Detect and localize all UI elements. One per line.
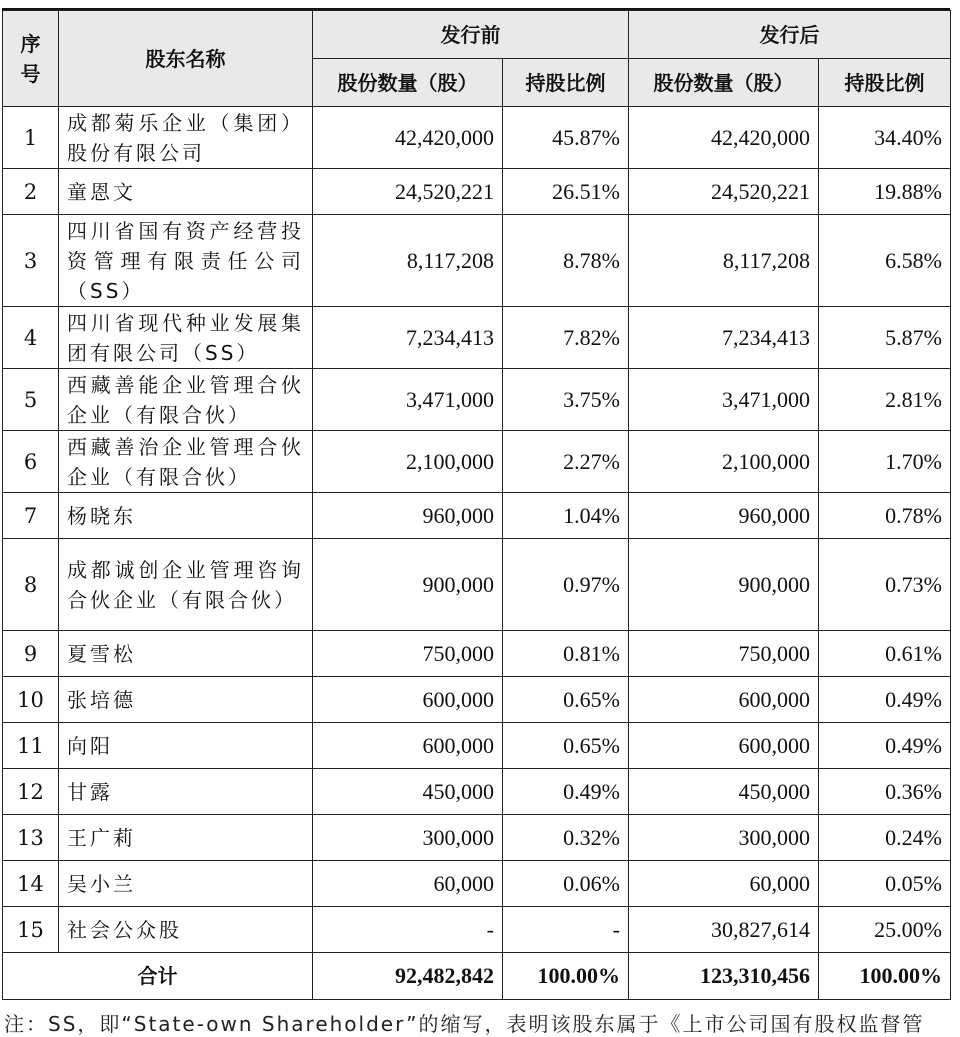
row-name: 甘露: [59, 769, 313, 815]
row-no: 10: [3, 677, 59, 723]
row-before-shares: 600,000: [313, 677, 503, 723]
table-row: [3, 169, 951, 215]
row-after-shares: 300,000: [629, 815, 819, 861]
row-before-ratio: 0.81%: [503, 631, 629, 677]
header-before-ratio: 持股比例: [503, 59, 629, 107]
row-after-shares: 8,117,208: [629, 215, 819, 307]
total-before-ratio: 100.00%: [503, 953, 629, 1000]
row-before-shares: 300,000: [313, 815, 503, 861]
row-after-shares: 600,000: [629, 677, 819, 723]
total-before-shares: 92,482,842: [313, 953, 503, 1000]
row-after-shares: 30,827,614: [629, 907, 819, 953]
row-after-ratio: 0.73%: [819, 539, 951, 631]
row-no: 12: [3, 769, 59, 815]
row-after-ratio: 0.78%: [819, 493, 951, 539]
row-before-ratio: 0.49%: [503, 769, 629, 815]
header-no: 序号: [3, 11, 59, 107]
row-before-ratio: 0.32%: [503, 815, 629, 861]
row-after-ratio: 1.70%: [819, 431, 951, 493]
row-after-shares: 42,420,000: [629, 107, 819, 169]
table-row: [3, 769, 951, 815]
row-after-ratio: 5.87%: [819, 307, 951, 369]
table-row: [3, 815, 951, 861]
row-before-shares: -: [313, 907, 503, 953]
row-before-shares: 60,000: [313, 861, 503, 907]
row-before-ratio: 2.27%: [503, 431, 629, 493]
table-row: [3, 369, 951, 431]
row-name: 西藏善能企业管理合伙企业（有限合伙）: [59, 369, 313, 431]
table-row: [3, 107, 951, 169]
row-name: 吴小兰: [59, 861, 313, 907]
row-before-shares: 750,000: [313, 631, 503, 677]
row-before-shares: 3,471,000: [313, 369, 503, 431]
row-name: 张培德: [59, 677, 313, 723]
row-no: 2: [3, 169, 59, 215]
row-before-ratio: 0.65%: [503, 723, 629, 769]
row-name: 杨晓东: [59, 493, 313, 539]
row-no: 9: [3, 631, 59, 677]
table-row: [3, 723, 951, 769]
row-no: 3: [3, 215, 59, 307]
shareholder-table: [2, 10, 951, 1000]
row-after-shares: 24,520,221: [629, 169, 819, 215]
row-after-shares: 450,000: [629, 769, 819, 815]
row-after-ratio: 0.49%: [819, 723, 951, 769]
total-after-ratio: 100.00%: [819, 953, 951, 1000]
table-row: [3, 307, 951, 369]
row-before-shares: 8,117,208: [313, 215, 503, 307]
row-after-ratio: 34.40%: [819, 107, 951, 169]
row-name: 童恩文: [59, 169, 313, 215]
row-no: 5: [3, 369, 59, 431]
row-name: 社会公众股: [59, 907, 313, 953]
header-after-ratio: 持股比例: [819, 59, 951, 107]
table-row: [3, 215, 951, 307]
row-before-shares: 2,100,000: [313, 431, 503, 493]
row-before-ratio: 1.04%: [503, 493, 629, 539]
table-row: [3, 539, 951, 631]
row-after-shares: 2,100,000: [629, 431, 819, 493]
row-no: 7: [3, 493, 59, 539]
row-name: 成都菊乐企业（集团）股份有限公司: [59, 107, 313, 169]
row-no: 11: [3, 723, 59, 769]
row-after-ratio: 19.88%: [819, 169, 951, 215]
row-no: 15: [3, 907, 59, 953]
row-after-ratio: 0.49%: [819, 677, 951, 723]
row-after-shares: 960,000: [629, 493, 819, 539]
header-before: 发行前: [313, 11, 629, 59]
row-before-ratio: 7.82%: [503, 307, 629, 369]
header-before-shares: 股份数量（股）: [313, 59, 503, 107]
table-row: [3, 493, 951, 539]
row-after-ratio: 6.58%: [819, 215, 951, 307]
row-before-shares: 900,000: [313, 539, 503, 631]
table-row: [3, 431, 951, 493]
row-after-ratio: 0.36%: [819, 769, 951, 815]
row-before-ratio: 26.51%: [503, 169, 629, 215]
row-after-ratio: 25.00%: [819, 907, 951, 953]
row-before-shares: 42,420,000: [313, 107, 503, 169]
table-row: [3, 677, 951, 723]
row-name: 夏雪松: [59, 631, 313, 677]
header-after: 发行后: [629, 11, 951, 59]
row-before-ratio: -: [503, 907, 629, 953]
row-before-ratio: 0.97%: [503, 539, 629, 631]
row-no: 6: [3, 431, 59, 493]
footnote: 注：SS，即“State-own Shareholder”的缩写，表明该股东属于《上市公司国有股权监督管: [4, 1012, 925, 1036]
row-after-ratio: 0.05%: [819, 861, 951, 907]
row-no: 8: [3, 539, 59, 631]
total-label: 合计: [3, 953, 313, 1000]
row-no: 1: [3, 107, 59, 169]
table-body: [3, 107, 951, 953]
row-before-ratio: 0.65%: [503, 677, 629, 723]
row-after-shares: 7,234,413: [629, 307, 819, 369]
row-after-ratio: 0.24%: [819, 815, 951, 861]
row-after-shares: 600,000: [629, 723, 819, 769]
table-footer: [3, 953, 951, 1000]
total-row: [3, 953, 951, 1000]
header-name: 股东名称: [59, 11, 313, 107]
row-after-ratio: 0.61%: [819, 631, 951, 677]
row-after-shares: 60,000: [629, 861, 819, 907]
table-row: [3, 907, 951, 953]
row-name: 成都诚创企业管理咨询合伙企业（有限合伙）: [59, 539, 313, 631]
row-name: 四川省国有资产经营投资管理有限责任公司（SS）: [59, 215, 313, 307]
row-name: 王广莉: [59, 815, 313, 861]
row-after-shares: 900,000: [629, 539, 819, 631]
table-row: [3, 631, 951, 677]
row-name: 向阳: [59, 723, 313, 769]
row-name: 西藏善治企业管理合伙企业（有限合伙）: [59, 431, 313, 493]
row-no: 4: [3, 307, 59, 369]
row-name: 四川省现代种业发展集团有限公司（SS）: [59, 307, 313, 369]
row-before-shares: 960,000: [313, 493, 503, 539]
table-row: [3, 861, 951, 907]
row-no: 13: [3, 815, 59, 861]
row-after-shares: 3,471,000: [629, 369, 819, 431]
row-before-shares: 24,520,221: [313, 169, 503, 215]
total-after-shares: 123,310,456: [629, 953, 819, 1000]
row-before-shares: 450,000: [313, 769, 503, 815]
row-before-shares: 7,234,413: [313, 307, 503, 369]
header-after-shares: 股份数量（股）: [629, 59, 819, 107]
row-before-ratio: 0.06%: [503, 861, 629, 907]
row-before-ratio: 3.75%: [503, 369, 629, 431]
row-before-ratio: 45.87%: [503, 107, 629, 169]
row-before-ratio: 8.78%: [503, 215, 629, 307]
row-after-ratio: 2.81%: [819, 369, 951, 431]
row-before-shares: 600,000: [313, 723, 503, 769]
table-header: [3, 11, 951, 107]
row-no: 14: [3, 861, 59, 907]
row-after-shares: 750,000: [629, 631, 819, 677]
